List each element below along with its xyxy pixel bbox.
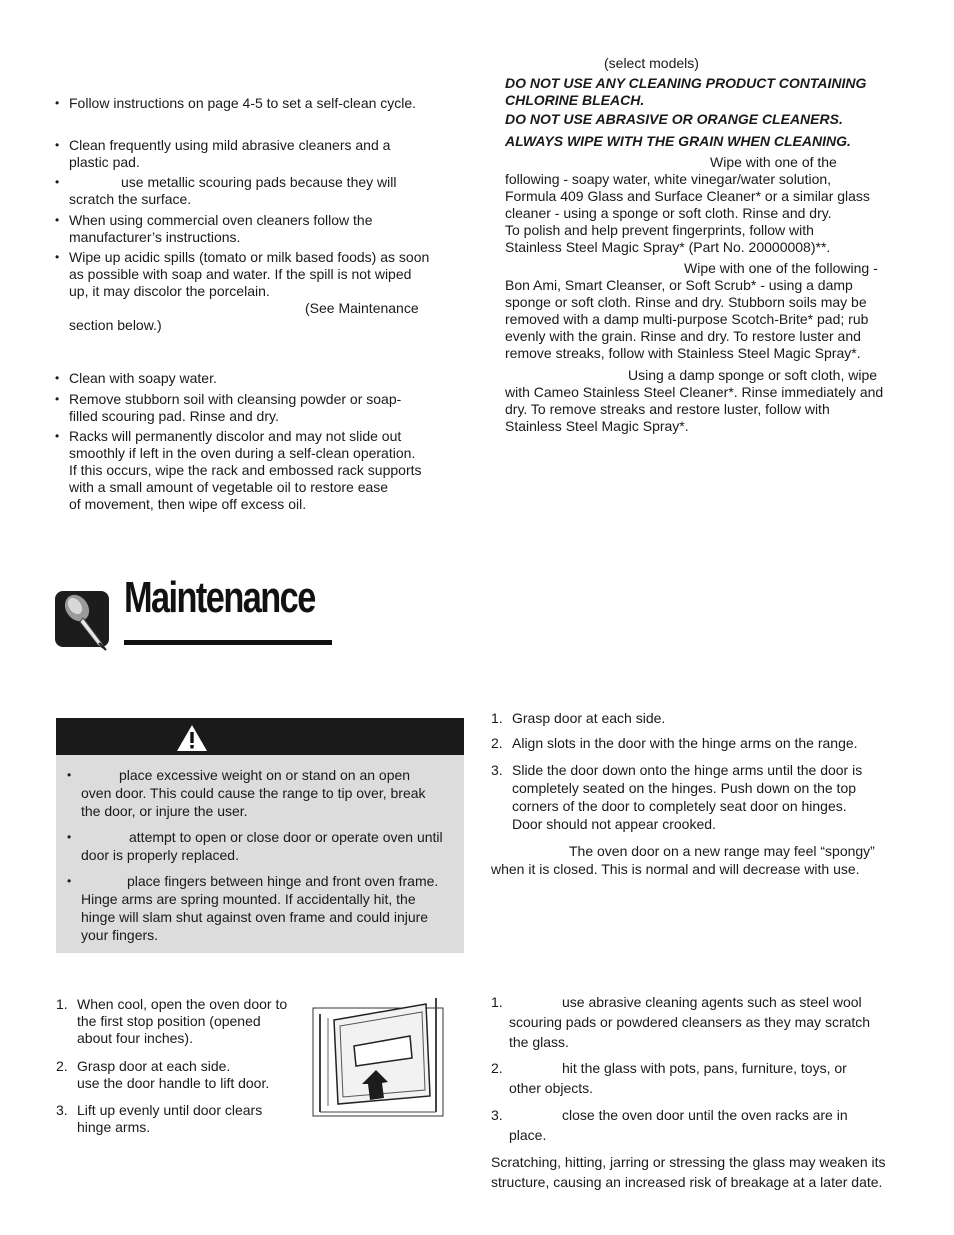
warning-triangle-icon [176, 724, 208, 752]
item-line: Hinge arms are spring mounted. If accidentally hit, the [81, 891, 416, 907]
item-line: of movement, then wipe off excess oil. [69, 496, 307, 512]
item-line: • use metallic scouring pads because they will [121, 174, 397, 190]
see-maintenance: (See Maintenance [305, 300, 419, 316]
item-line: the first stop position (opened [77, 1013, 261, 1029]
para-line: removed with a damp multi-purpose Scotch-Brite* pad; rub [505, 311, 869, 327]
item-line: If this occurs, wipe the rack and embossed rack supports [69, 462, 422, 478]
para-line: Wipe with one of the following - [684, 260, 878, 276]
item-line: close the oven door until the oven racks are in [562, 1107, 848, 1123]
item-line: hit the glass with pots, pans, furniture, toys, or [562, 1060, 847, 1076]
para-line: cleaner - using a sponge or soft cloth. Rinse and dry. [505, 205, 832, 221]
item-line: • When using commercial oven cleaners follow the [69, 212, 373, 228]
step-number: 1. [491, 710, 503, 726]
para-line: Stainless Steel Magic Spray* (Part No. 20000008)**. [505, 239, 831, 255]
item-line: smoothly if left in the oven during a self-clean operation. [69, 445, 416, 461]
para-line: evenly with the grain. Rinse and dry. To restore luster and [505, 328, 861, 344]
item-line: scouring pads or powdered cleansers as they may scratch [509, 1014, 871, 1030]
step-number: 2. [491, 735, 503, 751]
stainless-para-2 [505, 260, 915, 362]
para-line: Wipe with one of the [710, 154, 837, 170]
item-line: • place fingers between hinge and front oven frame. [127, 873, 439, 889]
item-line: • attempt to open or close door or operate oven until [129, 829, 443, 845]
item-line: about four inches). [77, 1030, 193, 1046]
remove-step [56, 1058, 269, 1092]
item-line: when it is closed. This is normal and will decrease with use. [491, 861, 860, 877]
item-line: your fingers. [81, 927, 159, 943]
item-line: use abrasive cleaning agents such as steel wool [562, 994, 862, 1010]
item-line: door is properly replaced. [81, 847, 239, 863]
stainless-para-3 [505, 367, 915, 435]
select-models-note: (select models) [604, 55, 699, 71]
para-line: Stainless Steel Magic Spray*. [505, 418, 689, 434]
list-item [55, 174, 396, 208]
item-line: up, it may discolor the porcelain. [69, 283, 270, 299]
item-line: Scratching, hitting, jarring or stressing the glass may weaken its [491, 1154, 886, 1170]
item-line: section below.) [69, 317, 162, 333]
page-title: Maintenance [124, 573, 315, 622]
list-item [55, 95, 416, 112]
item-line: use the door handle to lift door. [77, 1075, 270, 1091]
item-line: oven door. This could cause the range to tip over, break [81, 785, 426, 801]
oven-door-illustration [312, 996, 444, 1118]
item-line: • place excessive weight on or stand on an open [119, 767, 411, 783]
item-line: hinge will slam shut against oven frame and could injure [81, 909, 429, 925]
item-line: Lift up evenly until door clears [77, 1102, 263, 1118]
item-line: the glass. [509, 1034, 569, 1050]
item-line: • Racks will permanently discolor and may not slide out [69, 428, 402, 444]
replace-step [491, 761, 862, 833]
item-line: hinge arms. [77, 1119, 151, 1135]
step-number: 2. [56, 1058, 68, 1074]
item-line: corners of the door to completely seat door on hinges. [512, 798, 847, 814]
step-number: 2. [491, 1060, 503, 1076]
item-line: • Clean frequently using mild abrasive cleaners and a [69, 137, 391, 153]
para-line: Bon Ami, Smart Cleanser, or Soft Scrub* - using a damp [505, 277, 853, 293]
item-line: other objects. [509, 1080, 594, 1096]
replace-note [491, 842, 911, 878]
item-line: • Clean with soapy water. [69, 370, 217, 386]
warning-grain: ALWAYS WIPE WITH THE GRAIN WHEN CLEANING. [505, 133, 851, 149]
glass-tip [491, 1105, 848, 1145]
item-line: Align slots in the door with the hinge arms on the range. [512, 735, 858, 751]
item-line: When cool, open the oven door to [77, 996, 288, 1012]
maintenance-icon [53, 588, 113, 652]
para-line: with Cameo Stainless Steel Cleaner*. Rinse immediately and [505, 384, 884, 400]
item-line: • Wipe up acidic spills (tomato or milk based foods) as soon [69, 249, 430, 265]
para-line: Formula 409 Glass and Surface Cleaner* or a similar glass [505, 188, 870, 204]
warning-bleach: DO NOT USE ANY CLEANING PRODUCT CONTAINING CHLORINE BLEACH. [505, 75, 867, 108]
glass-tip [491, 1058, 847, 1098]
step-number: 3. [491, 762, 503, 778]
step-number: 1. [491, 994, 503, 1010]
replace-step [491, 710, 665, 727]
item-line: with a small amount of vegetable oil to restore ease [69, 479, 389, 495]
glass-paragraph [491, 1152, 911, 1192]
item-line: Slide the door down onto the hinge arms until the door is [512, 762, 863, 778]
item-line: manufacturer’s instructions. [69, 229, 241, 245]
item-line: • Remove stubborn soil with cleansing powder or soap- [69, 391, 402, 407]
para-line: To polish and help prevent fingerprints, follow with [505, 222, 814, 238]
list-item [55, 212, 372, 246]
list-item [55, 370, 217, 387]
item-line: plastic pad. [69, 154, 140, 170]
warning-header-bar [56, 718, 464, 755]
item-line: The oven door on a new range may feel “spongy” [569, 843, 875, 859]
list-item [55, 249, 429, 334]
step-number: 1. [56, 996, 68, 1012]
glass-tip [491, 992, 870, 1052]
para-line: Using a damp sponge or soft cloth, wipe [628, 367, 878, 383]
step-number: 3. [56, 1102, 68, 1118]
heading-underline [124, 640, 332, 645]
item-line: structure, causing an increased risk of breakage at a later date. [491, 1174, 883, 1190]
item-line: Grasp door at each side. [77, 1058, 231, 1074]
item-line: Grasp door at each side. [512, 710, 666, 726]
replace-step [491, 735, 858, 752]
para-line: remove streaks, follow with Stainless Steel Magic Spray*. [505, 345, 861, 361]
item-line: scratch the surface. [69, 191, 192, 207]
warning-item [67, 828, 455, 864]
list-item [55, 428, 422, 513]
para-line: following - soapy water, white vinegar/water solution, [505, 171, 832, 187]
warning-item [67, 872, 455, 944]
step-number: 3. [491, 1107, 503, 1123]
para-line: dry. To remove streaks and restore luster, follow with [505, 401, 830, 417]
item-line [69, 300, 429, 317]
warning-item [67, 766, 455, 820]
warning-abrasive: DO NOT USE ABRASIVE OR ORANGE CLEANERS. [505, 111, 843, 127]
item-line: the door, or injure the user. [81, 803, 248, 819]
para-line: sponge or soft cloth. Rinse and dry. Stubborn soils may be [505, 294, 867, 310]
list-item [55, 137, 390, 171]
item-line: completely seated on the hinges. Push down on the top [512, 780, 857, 796]
item-line: • Follow instructions on page 4-5 to set a self-clean cycle. [69, 95, 417, 111]
item-line: as possible with soap and water. If the spill is not wiped [69, 266, 412, 282]
stainless-para-1 [505, 154, 915, 256]
item-line: filled scouring pad. Rinse and dry. [69, 408, 279, 424]
remove-step [56, 996, 287, 1047]
list-item [55, 391, 401, 425]
item-line: place. [509, 1127, 547, 1143]
remove-step [56, 1102, 262, 1136]
item-line: Door should not appear crooked. [512, 816, 716, 832]
